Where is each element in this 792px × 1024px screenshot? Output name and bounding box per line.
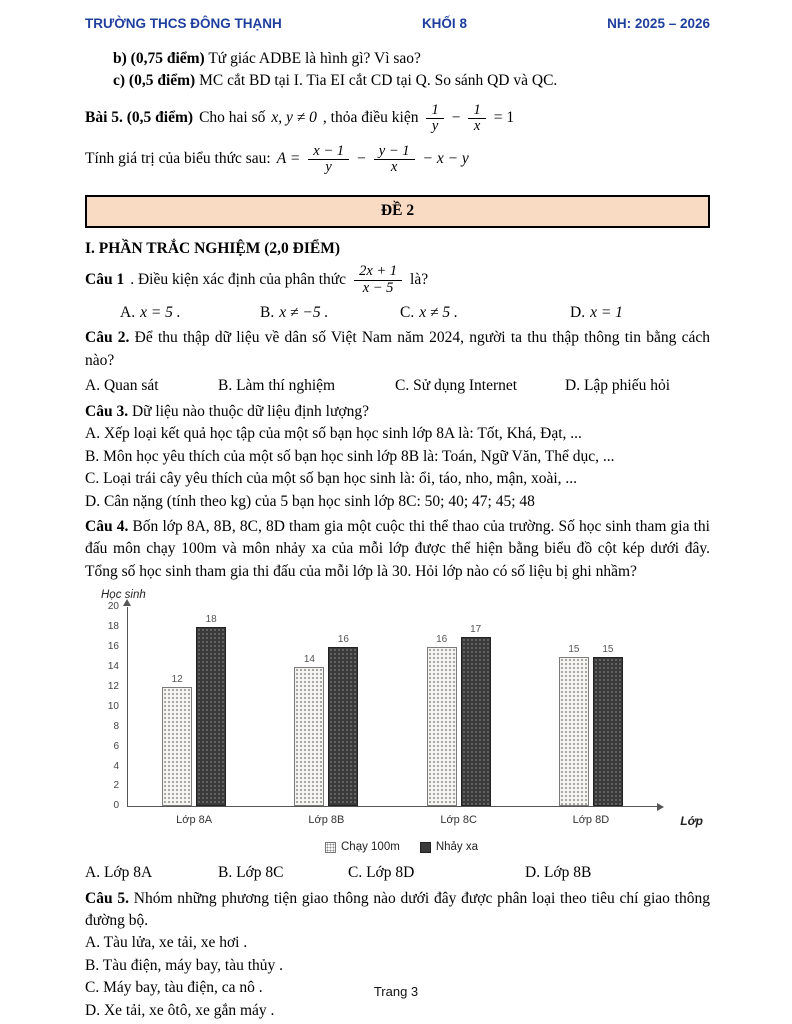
chart-legend	[93, 839, 710, 856]
question-text: Để thu thập dữ liệu về dân số Việt Nam năm 2024, người ta thu thập thông tin bằng cách nào?	[85, 329, 711, 369]
question-3-option-b: B. Môn học yêu thích của một số bạn học sinh lớp 8B là: Toán, Ngữ Văn, Thể dục, ...	[85, 447, 615, 465]
item-points: (0,75 điểm)	[130, 49, 205, 67]
bar-groups	[128, 607, 657, 827]
y-tick-label: 16	[107, 641, 119, 653]
y-tick-label: 8	[113, 720, 119, 732]
question-label: Câu 5.	[85, 889, 129, 907]
question-label: Câu 2.	[85, 329, 130, 347]
fraction	[468, 103, 485, 134]
bar-wrap	[328, 635, 358, 806]
option-key: D.	[570, 303, 586, 321]
de2-title-box	[85, 195, 710, 227]
option-c: C. Lớp 8D	[348, 864, 415, 882]
option-b: B. Lớp 8C	[218, 864, 284, 882]
minus-operator: −	[357, 150, 366, 168]
y-tick-label: 2	[113, 780, 119, 792]
bar-Lớp 8C-Chạy 100m	[427, 647, 457, 806]
option-text: x = 5 .	[140, 303, 181, 321]
bai5-text: Cho hai số	[199, 108, 266, 126]
item-text: Tứ giác ADBE là hình gì? Vì sao?	[208, 49, 421, 67]
bar-Lớp 8D-Chạy 100m	[559, 657, 589, 806]
bar-wrap	[427, 635, 457, 806]
bar-value-label: 18	[205, 614, 217, 626]
question-text: . Điều kiện xác định của phân thức	[130, 270, 347, 288]
fraction	[354, 264, 402, 295]
school-name: TRƯỜNG THCS ĐÔNG THẠNH	[85, 16, 282, 31]
bar-Lớp 8B-Nhảy xa	[328, 647, 358, 806]
option-d: D. Lớp 8B	[525, 864, 592, 882]
x-category-label: Lớp 8B	[308, 814, 345, 827]
expr-tail: − x − y	[422, 150, 469, 168]
y-tick-label: 10	[107, 700, 119, 712]
question-text: Nhóm những phương tiện giao thông nào dưới đây được phân loại theo tiêu chí giao thông đường bộ.	[85, 889, 710, 929]
question-1-options	[120, 302, 710, 324]
fraction-denominator: y	[325, 159, 332, 176]
expr-lhs: A =	[276, 150, 301, 168]
bar-wrap	[196, 615, 226, 806]
question-5-option-a: A. Tàu lửa, xe tải, xe hơi .	[85, 934, 248, 952]
expr-intro: Tính giá trị của biểu thức sau:	[85, 150, 271, 168]
bar-group-Lớp 8D	[559, 644, 623, 827]
question-3-option-d: D. Cân nặng (tính theo kg) của 5 bạn học sinh lớp 8C: 50; 40; 47; 45; 48	[85, 492, 535, 510]
question-text: Dữ liệu nào thuộc dữ liệu định lượng?	[131, 402, 369, 420]
bar-group-Lớp 8B	[294, 634, 358, 827]
y-tick-label: 20	[107, 601, 119, 613]
fraction-numerator: x − 1	[308, 144, 349, 160]
fraction	[374, 144, 415, 175]
question-5-option-b: B. Tàu điện, máy bay, tàu thủy .	[85, 956, 284, 974]
option-c	[400, 302, 570, 324]
y-tick-label: 12	[107, 680, 119, 692]
legend-swatch-icon	[325, 842, 336, 853]
expression-statement	[85, 144, 710, 175]
question-4	[85, 516, 710, 583]
bar-wrap	[559, 645, 589, 806]
bar-group-Lớp 8C	[427, 624, 491, 827]
de2-title: ĐỀ 2	[380, 202, 415, 220]
y-tick-label: 0	[113, 800, 119, 812]
option-c: C. Sử dụng Internet	[395, 377, 518, 395]
chart-plot	[107, 601, 703, 828]
chart-y-ticks	[96, 601, 124, 812]
fraction-numerator: 2x + 1	[354, 264, 402, 280]
question-label: Câu 3.	[85, 402, 129, 420]
page-header	[85, 14, 710, 34]
bar-wrap	[162, 675, 192, 806]
option-text: x ≠ 5 .	[419, 303, 458, 321]
bai5-condition-vars: x, y ≠ 0	[271, 108, 317, 126]
y-tick-label: 4	[113, 760, 119, 772]
fraction-numerator: 1	[426, 103, 443, 119]
question-1	[85, 264, 710, 295]
bai5-statement	[85, 103, 710, 134]
bar-value-label: 17	[470, 624, 482, 636]
option-text: x = 1	[590, 303, 623, 321]
y-tick-label: 14	[107, 661, 119, 673]
legend-label: Chạy 100m	[341, 841, 400, 854]
option-b	[260, 302, 400, 324]
school-year: NH: 2025 – 2026	[607, 16, 710, 31]
legend-item-chay-100m	[325, 839, 400, 856]
fraction-numerator: 1	[468, 103, 485, 119]
bar-wrap	[461, 625, 491, 806]
page-number: Trang 3	[373, 984, 419, 1000]
chart-cau4	[93, 589, 710, 856]
question-4-options	[85, 862, 710, 884]
question-label: Câu 1	[85, 270, 125, 288]
option-d	[570, 302, 623, 324]
option-text: x ≠ −5 .	[279, 303, 329, 321]
y-tick-label: 6	[113, 740, 119, 752]
bar-Lớp 8C-Nhảy xa	[461, 637, 491, 806]
legend-item-nhay-xa	[420, 839, 478, 856]
question-2-options	[85, 375, 710, 397]
fraction-numerator: y − 1	[374, 144, 415, 160]
fraction-denominator: y	[431, 117, 439, 134]
legend-swatch-icon	[420, 842, 431, 853]
x-category-label: Lớp 8C	[440, 814, 477, 827]
fraction	[308, 144, 349, 175]
legend-label: Nhảy xa	[435, 841, 478, 854]
question-5-option-c: C. Máy bay, tàu điện, ca nô .	[85, 979, 263, 997]
chart-y-axis-label: Học sinh	[101, 589, 146, 602]
minus-operator: −	[451, 108, 461, 126]
item-text: MC cắt BD tại I. Tia EI cắt CD tại Q. So sánh QD và QC.	[199, 72, 558, 90]
option-d: D. Lập phiếu hỏi	[565, 377, 671, 395]
item-points: (0,5 điểm)	[128, 72, 196, 90]
option-key: A.	[120, 303, 136, 321]
y-axis-arrow-icon	[123, 599, 131, 606]
bar-value-label: 12	[171, 673, 183, 685]
option-b: B. Làm thí nghiệm	[218, 377, 336, 395]
section-title: I. PHẦN TRẮC NGHIỆM (2,0 ĐIỂM)	[85, 239, 341, 257]
question-5	[85, 888, 710, 933]
x-category-label: Lớp 8D	[572, 814, 610, 827]
chart-grid	[101, 589, 710, 828]
question-item-b	[113, 48, 710, 70]
question-3-option-c: C. Loại trái cây yêu thích của một số bạn học sinh là: ổi, táo, nho, mận, xoài, ...	[85, 470, 578, 488]
option-key: B.	[260, 303, 275, 321]
y-tick-label: 18	[107, 621, 119, 633]
bar-value-label: 16	[337, 634, 349, 646]
question-text-tail: là?	[410, 270, 429, 288]
bai5-label: Bài 5. (0,5 điểm)	[85, 108, 194, 126]
question-5-option-d: D. Xe tải, xe ôtô, xe gắn máy .	[85, 1001, 275, 1019]
x-category-label: Lớp 8A	[176, 814, 213, 827]
question-label: Câu 4.	[85, 517, 129, 535]
item-key: b)	[113, 49, 127, 67]
question-3-option-a: A. Xếp loại kết quả học tập của một số bạn học sinh lớp 8A là: Tốt, Khá, Đạt, ...	[85, 425, 582, 443]
question-2	[85, 327, 710, 372]
chart-x-axis-label: Lớp	[680, 813, 703, 828]
bar-value-label: 16	[436, 634, 448, 646]
bar-Lớp 8D-Nhảy xa	[593, 657, 623, 806]
question-text: Bốn lớp 8A, 8B, 8C, 8D tham gia một cuộc thi thể thao của trường. Số học sinh tham gia thi đấu môn chạy 100m và môn nhảy xa của mỗi lớp được thể hiện bằng biểu đồ cột kép dưới đây. Tổng số học sinh tham gia thi đấu của mỗi lớp là 30. Hỏi lớp nào có số liệu bị ghi nhầm?	[85, 517, 710, 580]
bar-wrap	[593, 645, 623, 806]
bar-Lớp 8A-Nhảy xa	[196, 627, 226, 806]
bar-Lớp 8A-Chạy 100m	[162, 687, 192, 806]
fraction-denominator: x	[390, 159, 398, 176]
option-a: A. Quan sát	[85, 377, 159, 395]
option-a: A. Lớp 8A	[85, 864, 153, 882]
item-key: c)	[113, 72, 126, 90]
bar-value-label: 15	[568, 644, 580, 656]
fraction	[426, 103, 443, 134]
bar-group-Lớp 8A	[162, 614, 226, 827]
bar-value-label: 15	[602, 644, 614, 656]
bar-wrap	[294, 655, 324, 806]
bar-value-label: 14	[303, 654, 315, 666]
fraction-denominator: x	[473, 117, 481, 134]
equals-one: = 1	[493, 108, 515, 126]
bar-Lớp 8B-Chạy 100m	[294, 667, 324, 806]
question-item-c	[113, 70, 710, 92]
option-key: C.	[400, 303, 415, 321]
x-axis-arrow-icon	[657, 803, 664, 811]
bai5-text2: , thỏa điều kiện	[322, 108, 419, 126]
fraction-denominator: x − 5	[362, 279, 394, 296]
question-3	[85, 401, 710, 423]
option-a	[120, 302, 260, 324]
grade-label: KHỐI 8	[421, 16, 467, 31]
